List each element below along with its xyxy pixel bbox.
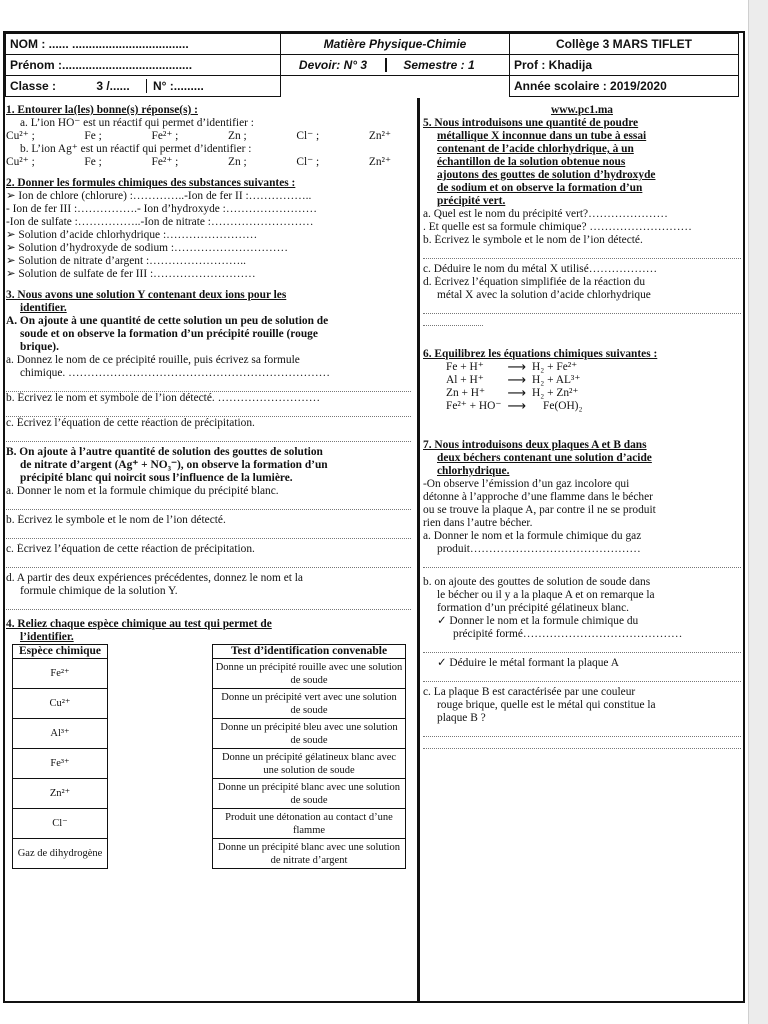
q1b-choices [6, 156, 411, 169]
q7-paragraph: ou se trouve la plaque A, par contre il ne se produit [423, 504, 656, 516]
species-cell[interactable]: Fe²⁺ [13, 659, 108, 689]
q5c-text: c. Déduire le nom du métal X utilisé……………… [423, 263, 658, 275]
q1-title: 1. Entourer la(les) bonne(s) réponse(s) : [6, 104, 198, 116]
q7a-text: a. Donner le nom et la formule chimique du gaz [423, 530, 642, 542]
numero-field: N° :......... [153, 79, 204, 93]
answer-line[interactable] [423, 725, 741, 737]
qAa-text: a. Donnez le nom de ce précipité rouille, puis écrivez sa formule [6, 354, 300, 366]
qA-text: soude et on observe la formation d’un précipité rouille (rouge [20, 328, 318, 340]
q2-line: ➢ Ion de chlore (chlorure) :…………..-Ion de fer II :…………….. [6, 190, 312, 202]
equation-lhs[interactable]: Fe + H⁺ [446, 361, 484, 373]
equation-rhs[interactable]: H₂ + Fe²⁺ [532, 361, 578, 373]
q2-line: ➢ Solution d’hydroxyde de sodium :………………………… [6, 242, 288, 254]
prenom-field: Prénom :....................................... [6, 55, 281, 76]
qB-text: précipité blanc qui noircit sous l’influence de la lumière. [20, 472, 293, 484]
devoir-number: Devoir: N° 3 [281, 58, 387, 72]
q2-line: - Ion de fer III :…………….- Ion d’hydroxyde :…………………… [6, 203, 317, 215]
answer-line[interactable] [6, 405, 411, 417]
answer-line[interactable] [423, 737, 741, 749]
q1a-text: a. L’ion HO⁻ est un réactif qui permet d’identifier : [20, 117, 254, 129]
q5d-text: d. Écrivez l’équation simplifiée de la réaction du [423, 276, 646, 288]
answer-line[interactable] [6, 527, 411, 539]
q7-paragraph: rien dans l’autre bécher. [423, 517, 533, 529]
qBd-text: d. A partir des deux expériences précédentes, donnez le nom et la [6, 572, 303, 584]
q3-title: 3. Nous avons une solution Y contenant deux ions pour les [6, 289, 287, 301]
qAc-text: c. Écrivez l’équation de cette réaction de précipitation. [6, 417, 255, 429]
q5-text: de sodium et on observe la formation d’un [437, 182, 643, 194]
semestre-label: Semestre : 1 [403, 58, 475, 72]
q7-text: 7. Nous introduisons deux plaques A et B dans [423, 439, 647, 451]
q2-line: -Ion de sulfate :……………..-Ion de nitrate :……………………… [6, 216, 314, 228]
qBb-text: b. Écrivez le symbole et le nom de l’ion détecté. [6, 514, 226, 526]
test-cell[interactable]: Donne un précipité gélatineux blanc avec une solution de soude [213, 749, 406, 779]
answer-line[interactable] [6, 598, 411, 610]
q5b-text: b. Écrivez le symbole et le nom de l’ion détecté. [423, 234, 643, 246]
q5-text: métallique X inconnue dans un tube à essai [437, 130, 647, 142]
species-cell[interactable]: Fe³⁺ [13, 749, 108, 779]
equation-rhs[interactable]: H₂ + Zn²⁺ [532, 387, 579, 399]
equation-rhs[interactable]: H₂ + AL³⁺ [532, 374, 581, 386]
right-column [423, 104, 741, 749]
qAa-answer[interactable]: chimique. …………………………………………………………… [20, 367, 331, 379]
website-link[interactable]: www.pc1.ma [550, 104, 613, 116]
matching-table [12, 644, 406, 869]
equation-lhs[interactable]: Zn + H⁺ [446, 387, 486, 399]
equation-lhs[interactable]: Al + H⁺ [446, 374, 484, 386]
equations-table [443, 361, 585, 413]
qBa-text: a. Donner le nom et la formule chimique du précipité blanc. [6, 485, 279, 497]
page-edge [748, 0, 768, 1024]
species-cell[interactable]: Gaz de dihydrogène [13, 839, 108, 869]
q2-line: ➢ Solution de nitrate d’argent :…………………….. [6, 255, 246, 267]
q7c-text: c. La plaque B est caractérisée par une couleur [423, 686, 636, 698]
nom-field: NOM : ...... ................................... [6, 34, 281, 55]
q2-title: 2. Donner les formules chimiques des substances suivantes : [6, 177, 296, 189]
qA-text: A. On ajoute à une quantité de cette solution un peu de solution de [6, 315, 329, 327]
species-cell[interactable]: Zn²⁺ [13, 779, 108, 809]
choice-zn2[interactable]: Zn²⁺ [368, 130, 391, 142]
species-cell[interactable]: Al³⁺ [13, 719, 108, 749]
arrow-icon: ⟶ [507, 386, 527, 401]
answer-line[interactable] [423, 556, 741, 568]
q7c-text: rouge brique, quelle est le métal qui constitue la [437, 699, 656, 711]
species-cell[interactable]: Cu²⁺ [13, 689, 108, 719]
classe-value: 3 /...... [80, 79, 147, 93]
answer-line[interactable] [6, 498, 411, 510]
q7b-text: formation d’un précipité gélatineux blanc. [437, 602, 629, 614]
equation-rhs[interactable]: Fe(OH)₂ [543, 400, 583, 412]
equation-row [443, 400, 585, 413]
test-cell[interactable]: Produit une détonation au contact d’une flamme [213, 809, 406, 839]
q4-title: 4. Reliez chaque espèce chimique au test qui permet de [6, 618, 272, 630]
subject-label: Matière Physique-Chimie [281, 34, 510, 55]
choice-fe[interactable]: Fe ; [84, 130, 102, 142]
q5-text: précipité vert. [437, 195, 506, 207]
q5a-text: a. Quel est le nom du précipité vert?………………… [423, 208, 668, 220]
test-cell[interactable]: Donne un précipité bleu avec une solution de soude [213, 719, 406, 749]
q6-title: 6. Equilibrez les équations chimiques suivantes : [423, 348, 658, 360]
choice-zn[interactable]: Zn ; [228, 130, 247, 142]
answer-line[interactable] [423, 670, 741, 682]
choice-zn[interactable]: Zn ; [228, 156, 247, 168]
answer-line[interactable] [6, 380, 411, 392]
answer-line[interactable] [6, 430, 411, 442]
answer-line[interactable] [423, 247, 741, 259]
choice-zn2[interactable]: Zn²⁺ [368, 156, 391, 168]
q2-line: ➢ Solution de sulfate de fer III :……………………… [6, 268, 256, 280]
choice-fe2[interactable]: Fe²⁺ ; [151, 156, 179, 168]
school-year: Année scolaire : 2019/2020 [510, 76, 739, 97]
q7-paragraph: détonne à l’approche d’une flamme dans le bécher [423, 491, 653, 503]
q7b-text: le bécher ou il y a la plaque A et on remarque la [437, 589, 655, 601]
qA-text: brique). [20, 341, 59, 353]
q7b-check-question: ✓ Donner le nom et la formule chimique du [437, 615, 639, 627]
q1b-text: b. L’ion Ag⁺ est un réactif qui permet d’identifier : [20, 143, 252, 155]
left-column [6, 104, 411, 869]
qAb-text: b. Écrivez le nom et symbole de l’ion détecté. ……………………… [6, 392, 321, 404]
arrow-icon: ⟶ [507, 360, 527, 375]
answer-line[interactable] [423, 302, 741, 314]
q7-text: chlorhydrique. [437, 465, 510, 477]
q5-text: échantillon de la solution obtenue nous [437, 156, 626, 168]
q7b-text: b. on ajoute des gouttes de solution de soude dans [423, 576, 651, 588]
classe-cell [6, 76, 281, 97]
arrow-icon: ⟶ [507, 399, 527, 414]
q7-text: deux béchers contenant une solution d’acide [437, 452, 652, 464]
classe-label: Classe : [10, 79, 57, 93]
devoir-cell [281, 55, 510, 76]
table-header-species: Espèce chimique [13, 645, 108, 659]
q5d-text: métal X avec la solution d’acide chlorhydrique [437, 289, 651, 301]
q5-text: ajoutons des gouttes de solution d’hydroxyde [437, 169, 656, 181]
q5a-text: . Et quelle est sa formule chimique? ……………………… [423, 221, 692, 233]
qB-text: de nitrate d’argent (Ag⁺ + NO₃⁻), on observe la formation d’un [20, 459, 328, 471]
qBc-text: c. Écrivez l’équation de cette réaction de précipitation. [6, 543, 255, 555]
answer-line[interactable] [423, 641, 741, 653]
arrow-icon: ⟶ [507, 373, 527, 388]
qBd-text: formule chimique de la solution Y. [20, 585, 178, 597]
q7a-answer[interactable]: produit……………………………………… [437, 543, 641, 555]
q3-title-cont: identifier. [20, 302, 67, 314]
choice-fe2[interactable]: Fe²⁺ ; [151, 130, 179, 142]
choice-cl[interactable]: Cl⁻ ; [296, 156, 320, 168]
choice-cu2[interactable]: Cu²⁺ ; [6, 156, 35, 168]
q7b-check-answer[interactable]: précipité formé…………………………………… [453, 628, 683, 640]
q5-text: 5. Nous introduisons une quantité de poudre [423, 117, 639, 129]
header-table [5, 33, 739, 97]
choice-fe[interactable]: Fe ; [84, 156, 102, 168]
choice-cu2[interactable]: Cu²⁺ ; [6, 130, 35, 142]
school-name: Collège 3 MARS TIFLET [510, 34, 739, 55]
q7c-text: plaque B ? [437, 712, 486, 724]
test-cell[interactable]: Donne un précipité blanc avec une solution de soude [213, 779, 406, 809]
q4-title-cont: l’identifier. [20, 631, 74, 643]
test-cell[interactable]: Donne un précipité blanc avec une solution de nitrate d’argent [213, 839, 406, 869]
answer-line[interactable] [423, 314, 483, 326]
q2-line: ➢ Solution d’acide chlorhydrique :…………………… [6, 229, 258, 241]
choice-cl[interactable]: Cl⁻ ; [296, 130, 320, 142]
q7b-check-question: ✓ Déduire le métal formant la plaque A [437, 657, 619, 669]
teacher-name: Prof : Khadija [510, 55, 739, 76]
qB-text: B. On ajoute à l’autre quantité de solution des gouttes de solution [6, 446, 323, 458]
column-divider [417, 98, 420, 1003]
test-cell[interactable]: Donne un précipité rouille avec une solution de soude [213, 659, 406, 689]
answer-line[interactable] [6, 556, 411, 568]
table-header-test: Test d’identification convenable [213, 645, 406, 659]
species-cell[interactable]: Cl⁻ [13, 809, 108, 839]
equation-lhs[interactable]: Fe²⁺ + HO⁻ [446, 400, 502, 412]
q1a-choices [6, 130, 411, 143]
test-cell[interactable]: Donne un précipité vert avec une solution de soude [213, 689, 406, 719]
q7-paragraph: -On observe l’émission d’un gaz incolore qui [423, 478, 630, 490]
q5-text: contenant de l’acide chlorhydrique, à un [437, 143, 634, 155]
